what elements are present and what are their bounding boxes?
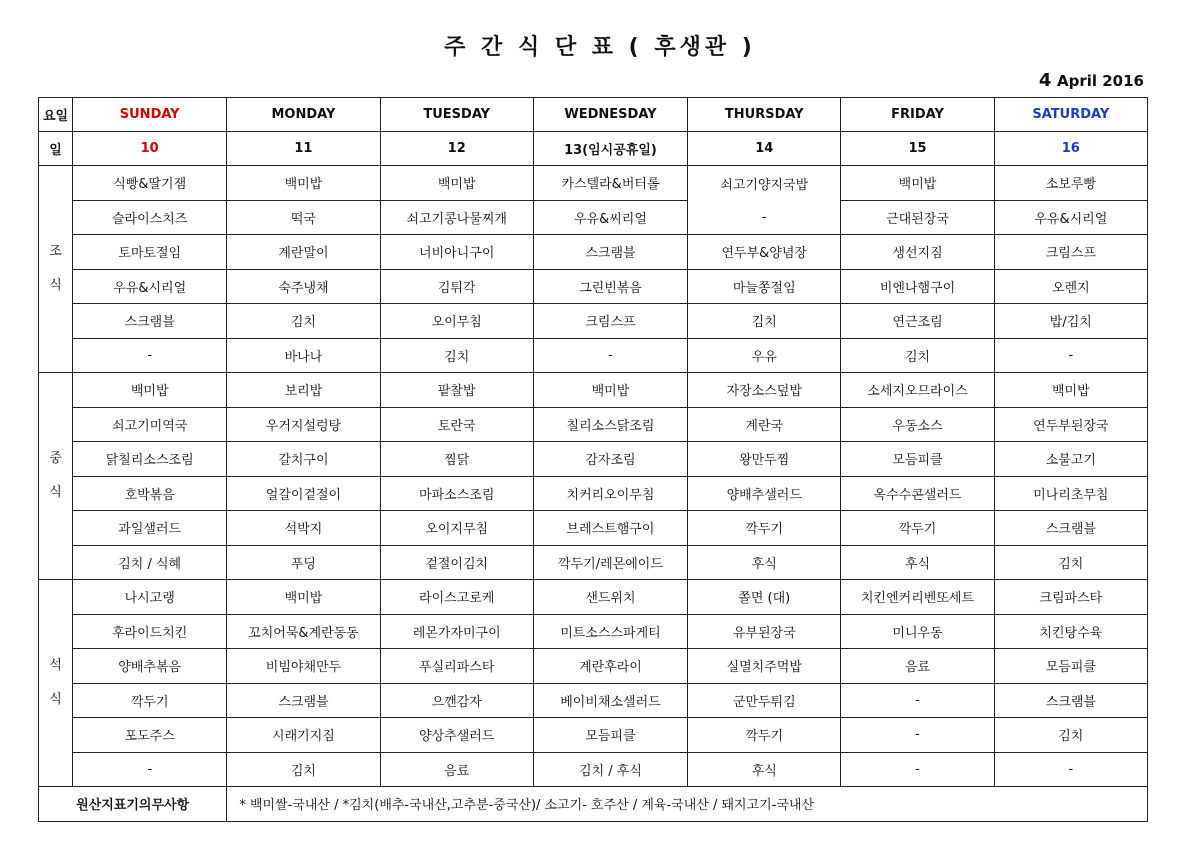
lunch-row (39, 407, 1148, 442)
menu-cell-lunch-tuesday: 오이지무침 (380, 511, 533, 546)
menu-cell-lunch-wednesday: 치커리오이무침 (533, 476, 687, 511)
menu-cell-dinner-wednesday: 계란후라이 (533, 649, 687, 684)
menu-cell-dinner-friday: 미니우동 (841, 614, 994, 649)
menu-cell-lunch-tuesday: 토란국 (380, 407, 533, 442)
menu-cell-lunch-wednesday: 칠리소스닭조림 (533, 407, 687, 442)
section-label-bottom: 식 (49, 485, 62, 500)
weekday-friday: FRIDAY (841, 98, 994, 132)
menu-cell-breakfast-friday: 근대된장국 (841, 200, 994, 235)
dinner-row (39, 752, 1148, 787)
menu-cell-lunch-tuesday: 마파소스조림 (380, 476, 533, 511)
menu-cell-dinner-saturday: - (994, 752, 1147, 787)
menu-cell-lunch-thursday: 계란국 (688, 407, 841, 442)
menu-cell-lunch-saturday: 연두부된장국 (994, 407, 1147, 442)
menu-cell-dinner-friday: - (841, 752, 994, 787)
menu-cell-lunch-tuesday: 찜닭 (380, 442, 533, 477)
menu-cell-breakfast-sunday: - (73, 338, 227, 373)
breakfast-row (39, 200, 1148, 235)
menu-cell-dinner-thursday: 깍두기 (688, 718, 841, 753)
menu-cell-lunch-thursday: 깍두기 (688, 511, 841, 546)
menu-cell-dinner-saturday: 김치 (994, 718, 1147, 753)
dinner-label (39, 580, 73, 787)
menu-cell-breakfast-wednesday: 그린빈볶음 (533, 269, 687, 304)
dinner-row (39, 580, 1148, 615)
menu-cell-dinner-monday: 시래기지짐 (227, 718, 380, 753)
menu-cell-lunch-friday: 우동소스 (841, 407, 994, 442)
menu-cell-breakfast-tuesday: 백미밥 (380, 166, 533, 201)
menu-cell-breakfast-tuesday: 김치 (380, 338, 533, 373)
menu-cell-breakfast-thursday: 마늘쫑절임 (688, 269, 841, 304)
menu-cell-breakfast-monday: 바나나 (227, 338, 380, 373)
menu-cell-dinner-monday: 비빔야채만두 (227, 649, 380, 684)
menu-cell-lunch-saturday: 미나리초무침 (994, 476, 1147, 511)
section-label-top: 조 (49, 244, 62, 259)
breakfast-label (39, 166, 73, 373)
menu-cell-lunch-saturday: 김치 (994, 545, 1147, 580)
menu-cell-breakfast-sunday: 우유&시리얼 (73, 269, 227, 304)
menu-cell-lunch-friday: 옥수수콘샐러드 (841, 476, 994, 511)
lunch-row (39, 476, 1148, 511)
menu-cell-breakfast-monday: 백미밥 (227, 166, 380, 201)
menu-cell-lunch-thursday: 양배추샐러드 (688, 476, 841, 511)
menu-cell-breakfast-sunday: 식빵&딸기잼 (73, 166, 227, 201)
date-saturday: 16 (994, 132, 1147, 166)
menu-cell-lunch-monday: 보리밥 (227, 373, 380, 408)
menu-cell-lunch-friday: 소세지오므라이스 (841, 373, 994, 408)
menu-cell-dinner-sunday: 양배추볶음 (73, 649, 227, 684)
menu-cell-breakfast-monday: 숙주냉채 (227, 269, 380, 304)
menu-cell-breakfast-saturday: 오렌지 (994, 269, 1147, 304)
day-label: 일 (39, 132, 73, 166)
weekday-tuesday: TUESDAY (380, 98, 533, 132)
menu-cell-dinner-friday: - (841, 718, 994, 753)
menu-cell-dinner-saturday: 치킨탕수육 (994, 614, 1147, 649)
menu-cell-breakfast-thursday: 쇠고기양지국밥 (688, 166, 841, 201)
menu-cell-dinner-tuesday: 양상추샐러드 (380, 718, 533, 753)
menu-cell-lunch-monday: 푸딩 (227, 545, 380, 580)
menu-cell-breakfast-saturday: 소보루빵 (994, 166, 1147, 201)
menu-cell-dinner-wednesday: 미트소스스파게티 (533, 614, 687, 649)
menu-cell-dinner-monday: 김치 (227, 752, 380, 787)
menu-cell-lunch-friday: 후식 (841, 545, 994, 580)
dinner-row (39, 649, 1148, 684)
menu-cell-breakfast-wednesday: 크림스프 (533, 304, 687, 339)
menu-cell-dinner-wednesday: 베이비채소샐러드 (533, 683, 687, 718)
menu-cell-dinner-saturday: 모듬피클 (994, 649, 1147, 684)
weekday-monday: MONDAY (227, 98, 380, 132)
section-label-top: 석 (49, 658, 62, 673)
menu-cell-dinner-friday: 치킨엔커리벤또세트 (841, 580, 994, 615)
menu-cell-breakfast-sunday: 슬라이스치즈 (73, 200, 227, 235)
menu-cell-lunch-thursday: 자장소스덮밥 (688, 373, 841, 408)
menu-cell-lunch-saturday: 스크램블 (994, 511, 1147, 546)
menu-cell-breakfast-wednesday: 우유&씨리얼 (533, 200, 687, 235)
menu-cell-lunch-sunday: 호박볶음 (73, 476, 227, 511)
date-monday: 11 (227, 132, 380, 166)
menu-cell-dinner-sunday: - (73, 752, 227, 787)
origin-notice-text: * 백미쌀-국내산 / *김치(배추-국내산,고추분-중국산)/ 소고기- 호주산 / 계육-국내산 / 돼지고기-국내산 (227, 787, 1148, 822)
menu-cell-dinner-tuesday: 으깬감자 (380, 683, 533, 718)
date-wednesday: 13(임시공휴일) (533, 132, 687, 166)
menu-cell-breakfast-monday: 떡국 (227, 200, 380, 235)
page-title: 주 간 식 단 표 ( 후생관 ) (444, 35, 756, 60)
menu-cell-dinner-thursday: 후식 (688, 752, 841, 787)
menu-cell-breakfast-friday: 백미밥 (841, 166, 994, 201)
menu-cell-breakfast-sunday: 스크램블 (73, 304, 227, 339)
date-sunday: 10 (73, 132, 227, 166)
menu-cell-breakfast-sunday: 토마토절임 (73, 235, 227, 270)
menu-cell-lunch-sunday: 김치 / 식혜 (73, 545, 227, 580)
menu-cell-breakfast-wednesday: 스크램블 (533, 235, 687, 270)
menu-cell-dinner-wednesday: 샌드위치 (533, 580, 687, 615)
menu-cell-breakfast-saturday: - (994, 338, 1147, 373)
menu-cell-lunch-tuesday: 겉절이김치 (380, 545, 533, 580)
lunch-row (39, 442, 1148, 477)
weekday-sunday: SUNDAY (73, 98, 227, 132)
menu-cell-breakfast-thursday: 우유 (688, 338, 841, 373)
menu-cell-breakfast-friday: 김치 (841, 338, 994, 373)
date-month-year: April 2016 (1057, 72, 1144, 90)
menu-cell-dinner-tuesday: 음료 (380, 752, 533, 787)
weekday-thursday: THURSDAY (688, 98, 841, 132)
menu-cell-lunch-sunday: 닭칠리소스조림 (73, 442, 227, 477)
weekday-wednesday: WEDNESDAY (533, 98, 687, 132)
origin-notice-row (39, 787, 1148, 822)
menu-cell-lunch-friday: 깍두기 (841, 511, 994, 546)
menu-cell-dinner-friday: - (841, 683, 994, 718)
section-label-bottom: 식 (49, 692, 62, 707)
breakfast-row (39, 338, 1148, 373)
menu-cell-dinner-wednesday: 김치 / 후식 (533, 752, 687, 787)
menu-cell-breakfast-tuesday: 오이무침 (380, 304, 533, 339)
menu-cell-dinner-saturday: 크림파스타 (994, 580, 1147, 615)
menu-cell-dinner-monday: 스크램블 (227, 683, 380, 718)
weekday-header-row (39, 98, 1148, 132)
menu-cell-breakfast-thursday: 김치 (688, 304, 841, 339)
menu-cell-lunch-saturday: 소불고기 (994, 442, 1147, 477)
menu-cell-breakfast-friday: 연근조림 (841, 304, 994, 339)
menu-cell-breakfast-tuesday: 너비아니구이 (380, 235, 533, 270)
menu-cell-breakfast-wednesday: 카스텔라&버터롤 (533, 166, 687, 201)
menu-cell-breakfast-thursday: - (688, 200, 841, 235)
section-label-top: 중 (49, 451, 62, 466)
menu-cell-breakfast-saturday: 밥/김치 (994, 304, 1147, 339)
menu-cell-lunch-monday: 얼갈이겉절이 (227, 476, 380, 511)
lunch-row (39, 545, 1148, 580)
lunch-label (39, 373, 73, 580)
menu-cell-lunch-sunday: 백미밥 (73, 373, 227, 408)
dinner-row (39, 683, 1148, 718)
menu-cell-breakfast-friday: 생선지짐 (841, 235, 994, 270)
menu-cell-lunch-monday: 우거지설렁탕 (227, 407, 380, 442)
menu-cell-breakfast-tuesday: 김튀각 (380, 269, 533, 304)
breakfast-row (39, 269, 1148, 304)
menu-cell-breakfast-saturday: 우유&시리얼 (994, 200, 1147, 235)
menu-cell-breakfast-thursday: 연두부&양념장 (688, 235, 841, 270)
menu-cell-lunch-monday: 석박지 (227, 511, 380, 546)
menu-cell-breakfast-tuesday: 쇠고기콩나물찌개 (380, 200, 533, 235)
date-header-row (39, 132, 1148, 166)
menu-cell-dinner-thursday: 실멸치주먹밥 (688, 649, 841, 684)
breakfast-row (39, 304, 1148, 339)
menu-cell-lunch-thursday: 왕만두찜 (688, 442, 841, 477)
menu-cell-dinner-thursday: 쫄면 (대) (688, 580, 841, 615)
menu-cell-dinner-monday: 백미밥 (227, 580, 380, 615)
menu-cell-lunch-wednesday: 깍두기/레몬에이드 (533, 545, 687, 580)
date-tuesday: 12 (380, 132, 533, 166)
menu-date (1039, 70, 1144, 91)
menu-cell-breakfast-wednesday: - (533, 338, 687, 373)
menu-cell-lunch-sunday: 쇠고기미역국 (73, 407, 227, 442)
date-day: 4 (1038, 70, 1052, 91)
date-friday: 15 (841, 132, 994, 166)
menu-cell-dinner-sunday: 포도주스 (73, 718, 227, 753)
menu-cell-lunch-thursday: 후식 (688, 545, 841, 580)
breakfast-row (39, 166, 1148, 201)
dinner-row (39, 718, 1148, 753)
menu-cell-dinner-sunday: 나시고랭 (73, 580, 227, 615)
menu-cell-dinner-friday: 음료 (841, 649, 994, 684)
breakfast-row (39, 235, 1148, 270)
menu-cell-dinner-tuesday: 라이스고로케 (380, 580, 533, 615)
menu-cell-dinner-sunday: 후라이드치킨 (73, 614, 227, 649)
menu-cell-dinner-saturday: 스크램블 (994, 683, 1147, 718)
menu-cell-lunch-saturday: 백미밥 (994, 373, 1147, 408)
menu-cell-breakfast-saturday: 크림스프 (994, 235, 1147, 270)
menu-cell-lunch-sunday: 과일샐러드 (73, 511, 227, 546)
menu-cell-lunch-wednesday: 브레스트햄구이 (533, 511, 687, 546)
weekday-label: 요일 (39, 98, 73, 132)
menu-cell-lunch-tuesday: 팥찰밥 (380, 373, 533, 408)
dinner-row (39, 614, 1148, 649)
menu-cell-lunch-friday: 모듬피클 (841, 442, 994, 477)
menu-cell-dinner-thursday: 군만두튀김 (688, 683, 841, 718)
menu-cell-dinner-wednesday: 모듬피클 (533, 718, 687, 753)
date-thursday: 14 (688, 132, 841, 166)
section-label-bottom: 식 (49, 278, 62, 293)
lunch-row (39, 373, 1148, 408)
weekday-saturday: SATURDAY (994, 98, 1147, 132)
origin-notice-label: 원산지표기의무사항 (39, 787, 227, 822)
menu-cell-dinner-tuesday: 푸실리파스타 (380, 649, 533, 684)
menu-cell-breakfast-friday: 비엔나햄구이 (841, 269, 994, 304)
menu-cell-dinner-monday: 꼬치어묵&계란동동 (227, 614, 380, 649)
menu-cell-lunch-monday: 갈치구이 (227, 442, 380, 477)
menu-cell-breakfast-monday: 계란말이 (227, 235, 380, 270)
weekly-menu-table (38, 97, 1148, 822)
menu-cell-dinner-tuesday: 레몬가자미구이 (380, 614, 533, 649)
menu-cell-dinner-thursday: 유부된장국 (688, 614, 841, 649)
lunch-row (39, 511, 1148, 546)
menu-cell-dinner-sunday: 깍두기 (73, 683, 227, 718)
menu-cell-lunch-wednesday: 감자조림 (533, 442, 687, 477)
menu-cell-breakfast-monday: 김치 (227, 304, 380, 339)
menu-cell-lunch-wednesday: 백미밥 (533, 373, 687, 408)
